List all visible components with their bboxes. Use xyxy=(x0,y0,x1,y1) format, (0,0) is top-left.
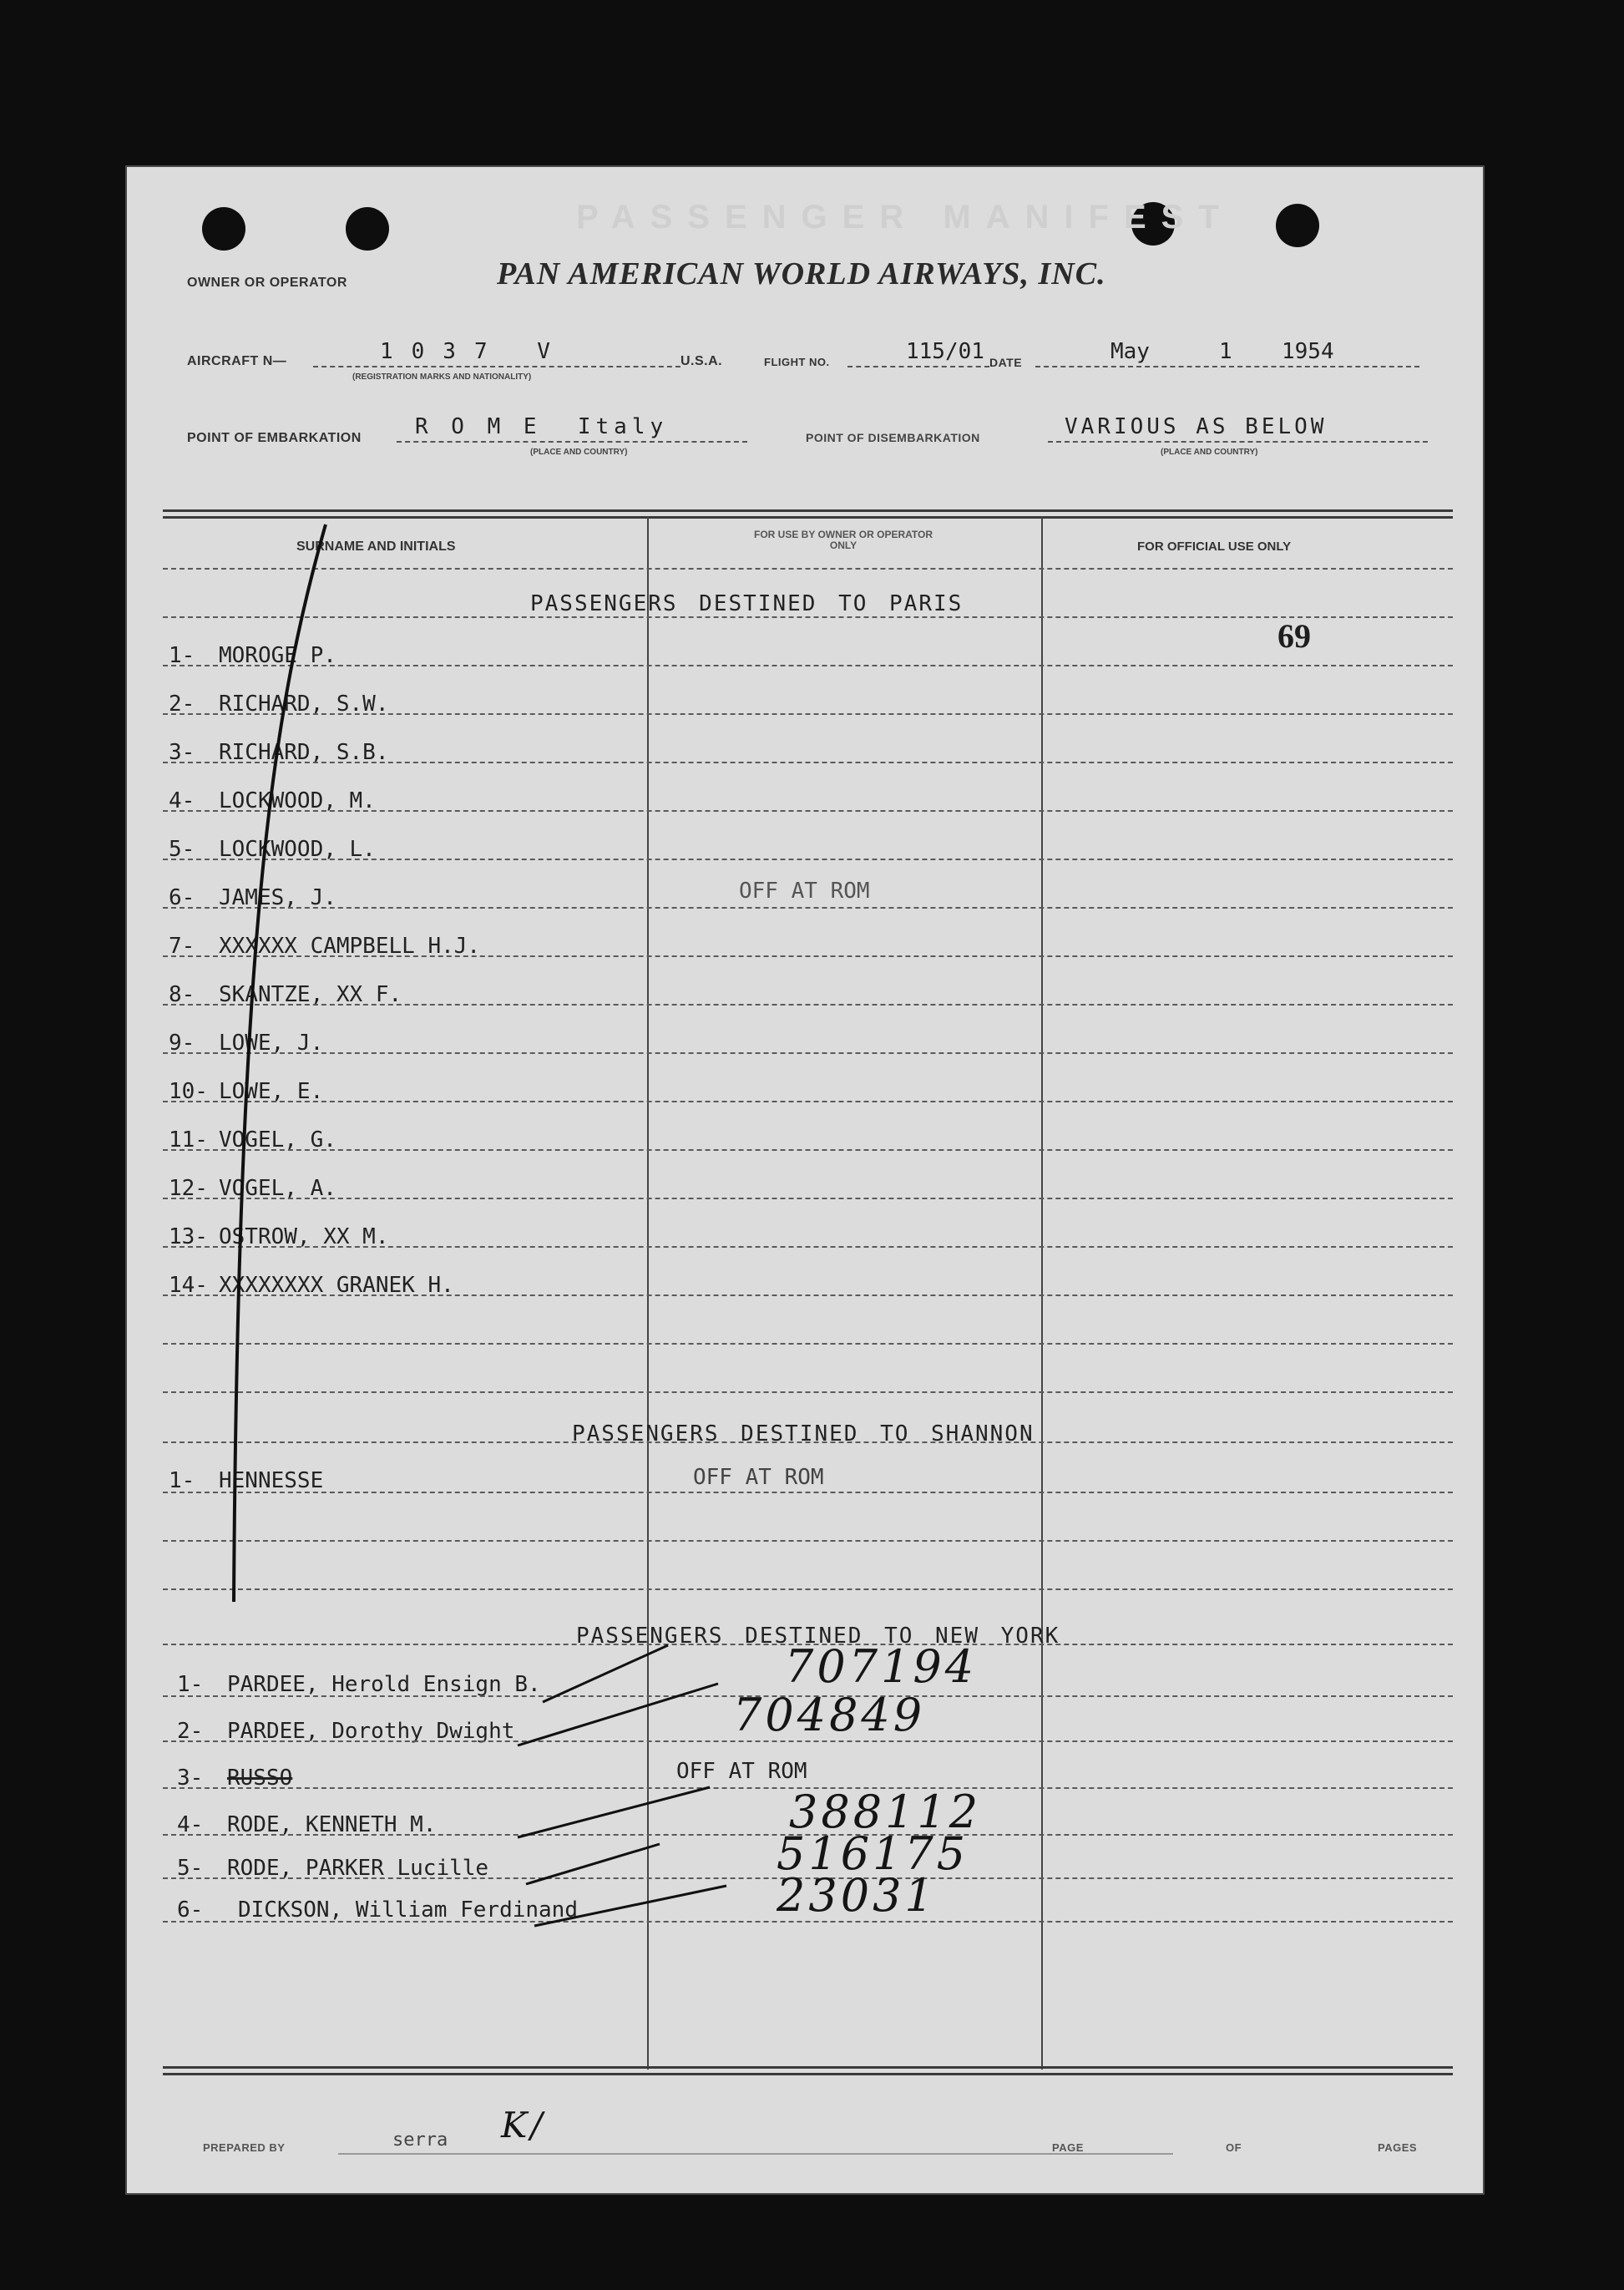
paris-row-4-num: 4- xyxy=(169,788,195,813)
section-title-shannon: PASSENGERS DESTINED TO SHANNON xyxy=(572,1421,1035,1446)
ny-row-1-ticket: 707194 xyxy=(785,1640,978,1693)
ny-row-5-ticket: 516175 xyxy=(777,1827,969,1880)
paris-row-12-num: 12- xyxy=(169,1176,208,1201)
shannon-row-1-note: OFF AT ROM xyxy=(693,1465,824,1490)
of-label: OF xyxy=(1226,2141,1242,2154)
ny-row-6-name: DICKSON, William Ferdinand xyxy=(238,1897,578,1923)
paris-row-1-name: MOROGE P. xyxy=(219,643,336,668)
ny-row-4-num: 4- xyxy=(177,1812,204,1837)
ny-row-3-num: 3- xyxy=(177,1766,204,1791)
paris-row-14-name: XXXXXXXX GRANEK H. xyxy=(219,1273,454,1298)
date-day: 1 xyxy=(1219,339,1232,364)
ny-row-5-name: RODE, PARKER Lucille xyxy=(227,1856,489,1881)
ny-row-4-name: RODE, KENNETH M. xyxy=(227,1812,437,1837)
date-year: 1954 xyxy=(1282,339,1334,364)
owner-label: OWNER OR OPERATOR xyxy=(187,276,347,290)
paris-row-13-name: OSTROW, XX M. xyxy=(219,1224,389,1249)
ny-row-1-name: PARDEE, Herold Ensign B. xyxy=(227,1672,541,1697)
ny-row-2-num: 2- xyxy=(177,1719,204,1744)
ny-row-2-ticket: 704849 xyxy=(733,1689,926,1741)
paris-row-11-name: VOGEL, G. xyxy=(219,1127,336,1153)
paris-row-7-name: XXXXXX CAMPBELL H.J. xyxy=(219,934,481,959)
shannon-row-1-num: 1- xyxy=(169,1468,195,1493)
paris-row-6-num: 6- xyxy=(169,885,195,910)
section-title-new-york: PASSENGERS DESTINED TO NEW YORK xyxy=(576,1624,1060,1649)
paris-row-8-num: 8- xyxy=(169,982,195,1007)
paris-row-1-num: 1- xyxy=(169,643,195,668)
paris-row-12-name: VOGEL, A. xyxy=(219,1176,336,1201)
paris-row-2-name: RICHARD, S.W. xyxy=(219,692,389,717)
ny-row-3-name: RUSSO xyxy=(227,1766,293,1791)
disembark-value: VARIOUS AS BELOW xyxy=(1065,414,1328,439)
airline-name: PAN AMERICAN WORLD AIRWAYS, INC. xyxy=(497,256,1106,291)
manifest-sheet xyxy=(125,165,1485,2195)
faint-manifest-stamp: PASSENGER MANIFEST xyxy=(576,199,1234,236)
paris-row-4-name: LOCKWOOD, M. xyxy=(219,788,376,813)
ny-row-6-num: 6- xyxy=(177,1897,204,1923)
shannon-row-1-name: HENNESSE xyxy=(219,1468,324,1493)
usa-label: U.S.A. xyxy=(680,354,723,368)
prepared-by-label: PREPARED BY xyxy=(203,2141,286,2154)
aircraft-label: AIRCRAFT N— xyxy=(187,354,287,368)
paris-row-3-num: 3- xyxy=(169,740,195,765)
ny-row-6-ticket: 23031 xyxy=(777,1869,937,1922)
paris-row-10-num: 10- xyxy=(169,1079,208,1104)
place-caption-disembark: (PLACE AND COUNTRY) xyxy=(1161,448,1258,457)
ny-row-5-num: 5- xyxy=(177,1856,204,1881)
paris-row-7-num: 7- xyxy=(169,934,195,959)
paris-row-11-num: 11- xyxy=(169,1127,208,1153)
pages-label: PAGES xyxy=(1378,2141,1418,2154)
column-header-surname: SURNAME AND INITIALS xyxy=(296,540,456,554)
prepared-by-underline xyxy=(338,2153,1173,2155)
registration-caption: (REGISTRATION MARKS AND NATIONALITY) xyxy=(352,372,532,382)
ny-row-4-ticket: 388112 xyxy=(789,1786,982,1838)
paris-row-5-name: LOCKWOOD, L. xyxy=(219,837,376,862)
flight-label: FLIGHT NO. xyxy=(764,356,830,368)
paris-row-9-name: LOWE, J. xyxy=(219,1031,324,1056)
page-label: PAGE xyxy=(1052,2141,1084,2154)
prepared-by-value: serra xyxy=(392,2130,448,2151)
ny-row-2-name: PARDEE, Dorothy Dwight xyxy=(227,1719,515,1744)
place-caption-embark: (PLACE AND COUNTRY) xyxy=(530,448,628,457)
date-month: May xyxy=(1110,339,1150,364)
aircraft-value: 1037 V xyxy=(380,339,569,364)
date-label: DATE xyxy=(989,356,1023,369)
official-note-69: 69 xyxy=(1277,617,1311,655)
flight-value: 115/01 xyxy=(906,339,984,364)
paris-row-5-num: 5- xyxy=(169,837,195,862)
column-header-owner-use: FOR USE BY OWNER OR OPERATOR ONLY xyxy=(753,529,933,551)
pen-strike-marks xyxy=(125,165,1485,2195)
paris-row-6-note: OFF AT ROM xyxy=(739,879,870,904)
prepared-by-initial: K/ xyxy=(501,2105,546,2146)
paris-row-14-num: 14- xyxy=(169,1273,208,1298)
disembark-label: POINT OF DISEMBARKATION xyxy=(806,431,980,444)
ny-row-3-note: OFF AT ROM xyxy=(676,1759,807,1784)
paris-row-3-name: RICHARD, S.B. xyxy=(219,740,389,765)
paris-row-2-num: 2- xyxy=(169,692,195,717)
paris-row-10-name: LOWE, E. xyxy=(219,1079,324,1104)
paris-row-13-num: 13- xyxy=(169,1224,208,1249)
ny-row-1-num: 1- xyxy=(177,1672,204,1697)
paris-row-8-name: SKANTZE, XX F. xyxy=(219,982,402,1007)
paris-row-9-num: 9- xyxy=(169,1031,195,1056)
paris-row-6-name: JAMES, J. xyxy=(219,885,336,910)
column-header-official-use: FOR OFFICIAL USE ONLY xyxy=(1137,540,1292,554)
embark-label: POINT OF EMBARKATION xyxy=(187,431,362,445)
embark-value: R O M E Italy xyxy=(415,414,669,439)
section-title-paris: PASSENGERS DESTINED TO PARIS xyxy=(530,591,964,616)
